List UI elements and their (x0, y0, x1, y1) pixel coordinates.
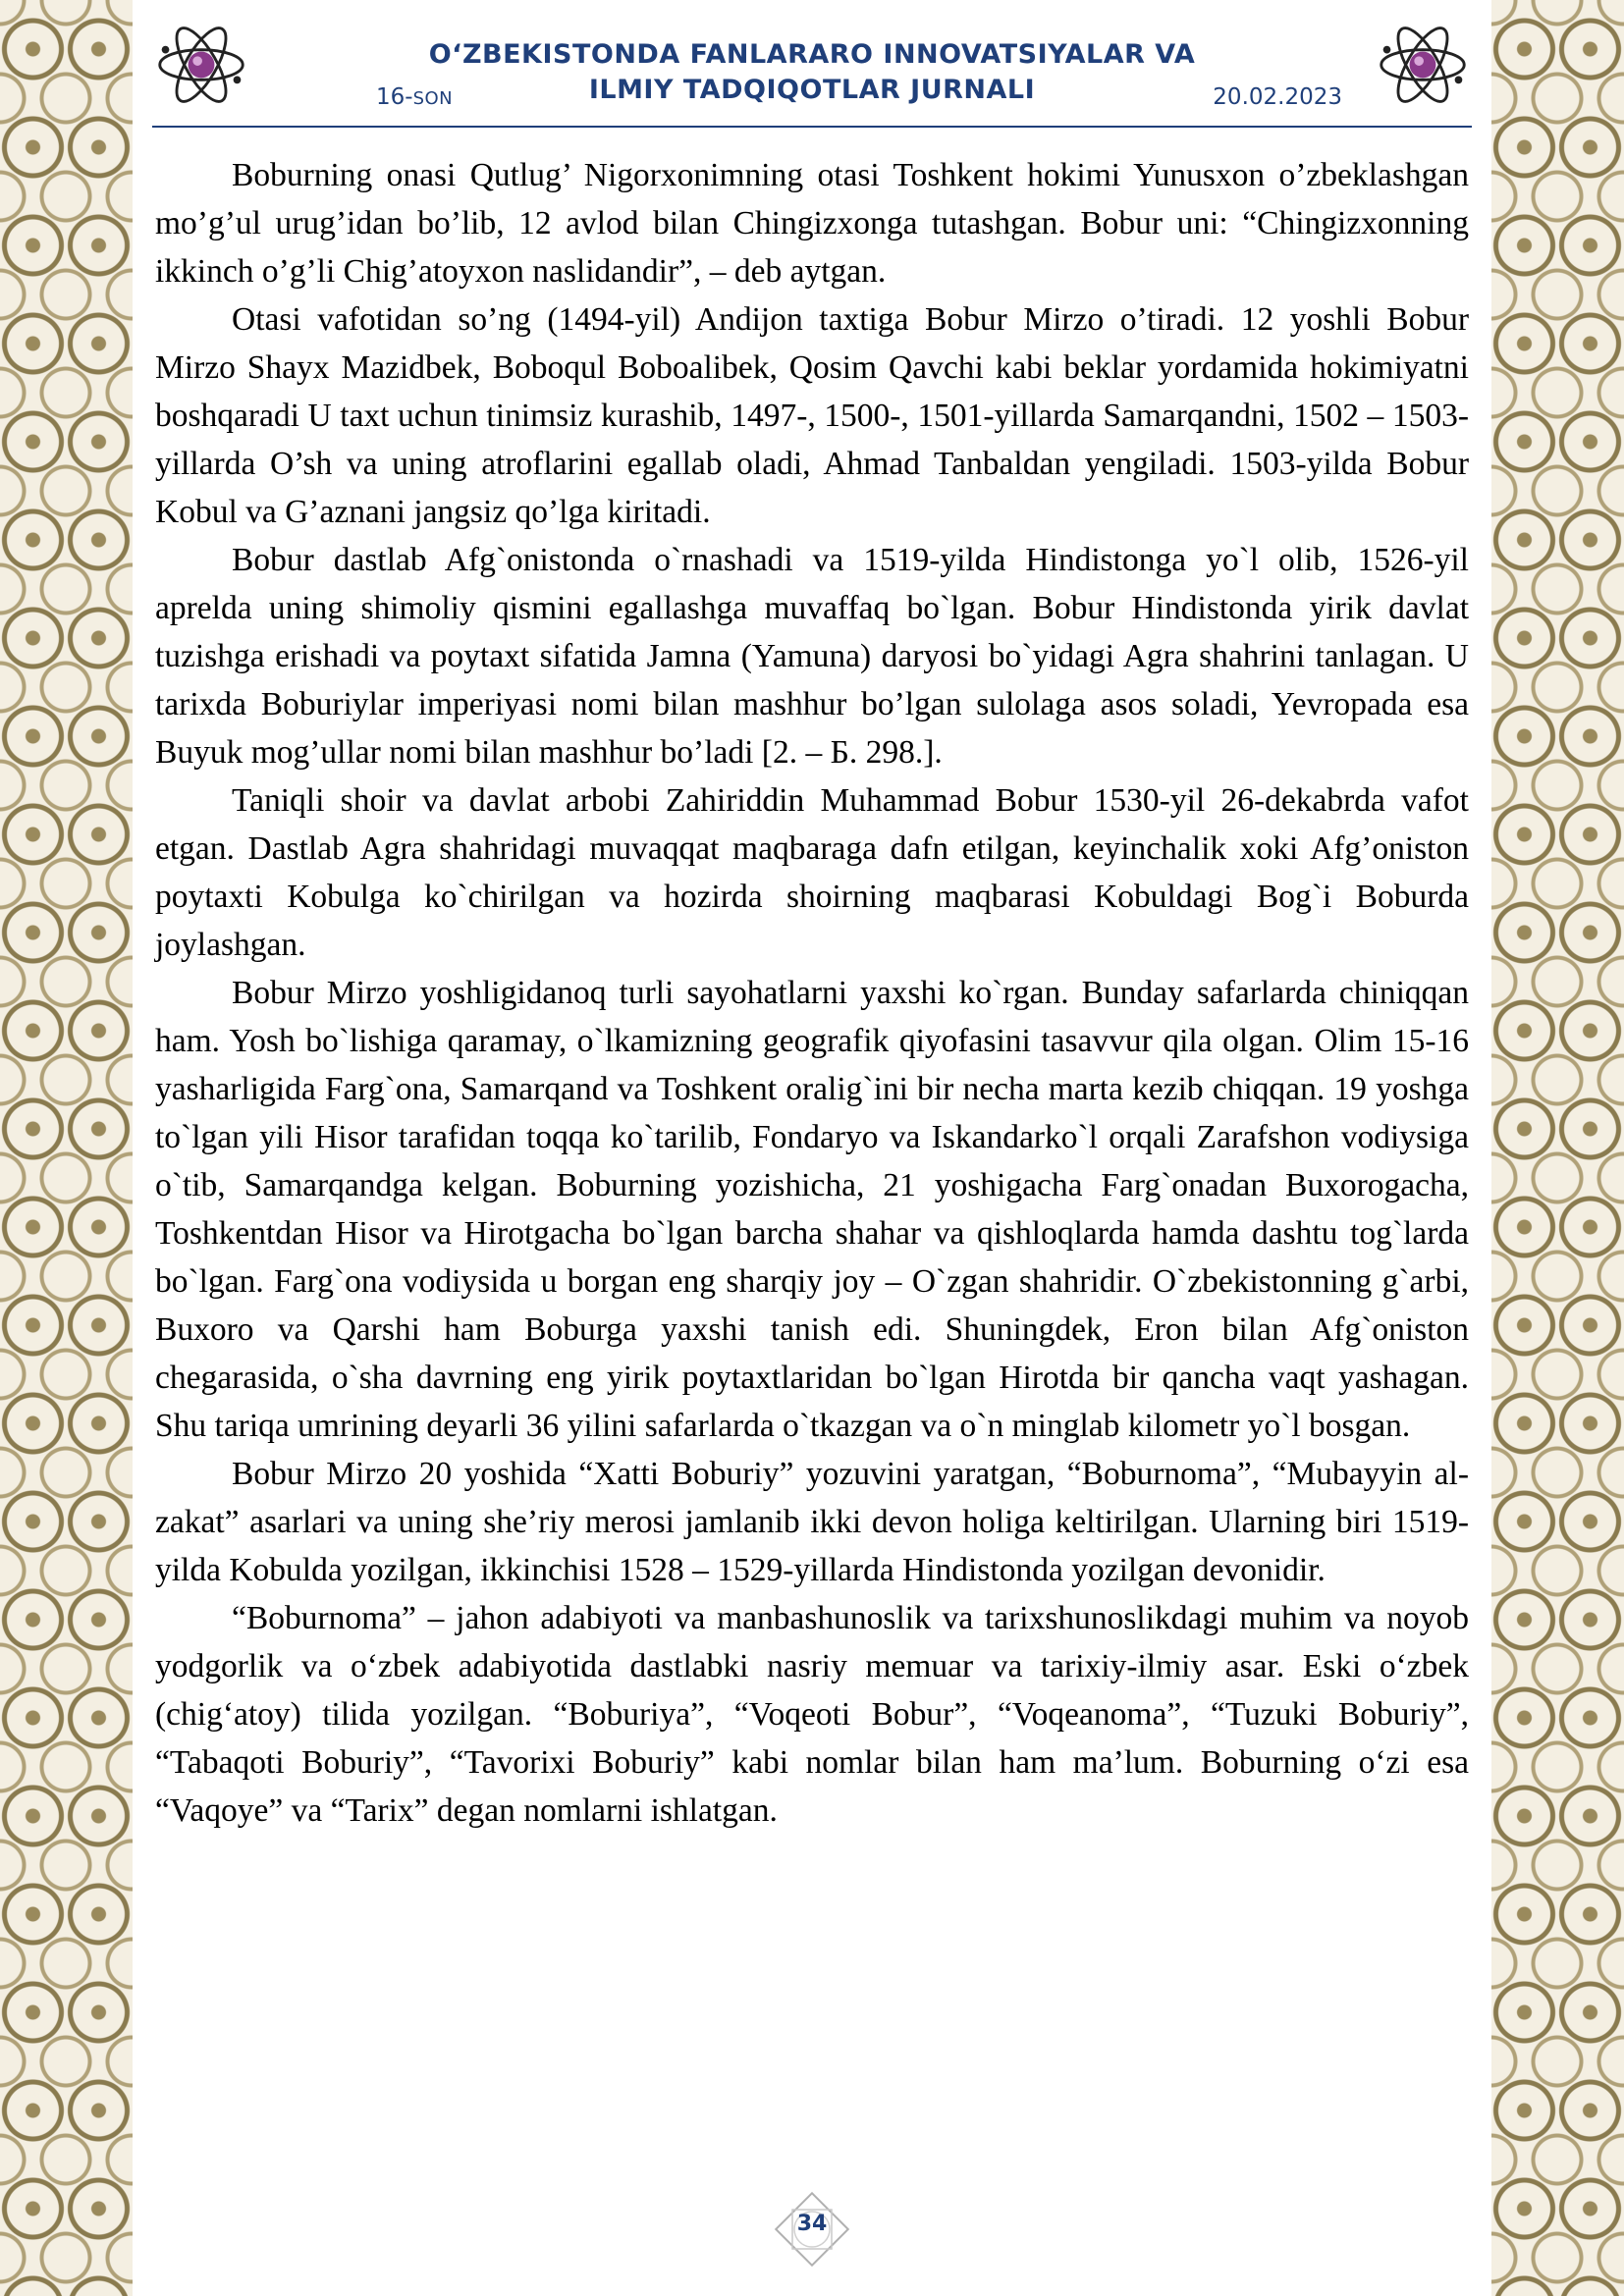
issue-date: 20.02.2023 (1213, 84, 1342, 110)
paragraph: “Boburnoma” – jahon adabiyoti va manbashunoslik va tarixshunoslikdagi muhim va noyob yodgorlik va o‘zbek adabiyotida dastlabki nasriy memuar va tarixiy-ilmiy asar. Eski o‘zbek (chig‘atoy) tilida yozilgan. “Boburiya”, “Voqeoti Bobur”, “Voqeanoma”, “Tuzuki Boburiy”, “Tabaqoti Boburiy”, “Tavorixi Boburiy” kabi nomlar bilan ham ma’lum. Boburning o‘zi esa “Vaqoye” va “Tarix” degan nomlarni ishlatgan. (155, 1600, 1469, 1829)
ornamental-border-right (1491, 0, 1624, 2296)
journal-header (133, 0, 1491, 130)
paragraph: Bobur dastlab Afg`onistonda o`rnashadi va 1519-yilda Hindistonga yo`l olib, 1526-yil aprelda uning shimoliy qismini egallashga muvaffaq bo`lgan. Bobur Hindistonda yirik davlat tuzishga erishadi va poytaxt sifatida Jamna (Yamuna) daryosi bo`yidagi Agra shahrini tanlagan. U tarixda Boburiylar imperiyasi nomi bilan mashhur bo’lgan sulolaga asos soladi, Yevropada esa Buyuk mog’ullar nomi bilan mashhur bo’ladi [2. – Б. 298.]. (155, 542, 1469, 771)
issue-number (376, 84, 453, 110)
paragraph: Boburning onasi Qutlug’ Nigorxonimning otasi Toshkent hokimi Yunusxon o’zbeklashgan mo’g’ul urug’idan bo’lib, 12 avlod bilan Chingizxonga tutashgan. Bobur uni: “Chingizxonning ikkinch o’g’li Chig’atoyxon naslidandir”, – deb aytgan. (155, 157, 1469, 290)
header-divider (152, 126, 1472, 128)
paragraph: Otasi vafotidan so’ng (1494-yil) Andijon taxtiga Bobur Mirzo o’tiradi. 12 yoshli Bobur Mirzo Shayx Mazidbek, Boboqul Boboalibek, Qosim Qavchi kabi beklar yordamida hokimiyatni boshqaradi U taxt uchun tinimsiz kurashib, 1497-, 1500-, 1501-yillarda Samarqandni, 1502 – 1503-yillarda O’sh va uning atroflarini egallab oladi, Ahmad Tanbaldan yengiladi. 1503-yilda Bobur Kobul va G’aznani jangsiz qo’lga kiritadi. (155, 301, 1469, 530)
issue-label: SON (412, 88, 454, 109)
paragraph: Bobur Mirzo 20 yoshida “Xatti Boburiy” yozuvini yaratgan, “Boburnoma”, “Mubayyin al-zakat” asarlari va uning she’riy merosi jamlanib ikki devon holiga keltirilgan. Ularning biri 1519-yilda Kobulda yozilgan, ikkinchisi 1528 – 1529-yillarda Hindistonda yozilgan devonidir. (155, 1456, 1469, 1588)
issue-number-value: 16- (376, 84, 413, 110)
paragraph: Bobur Mirzo yoshligidanoq turli sayohatlarni yaxshi ko`rgan. Bunday safarlarda chiniqqan ham. Yosh bo`lishiga qaramay, o`lkamizning geografik qiyofasini tasavvur qila olgan. Olim 15-16 yasharligida Farg`ona, Samarqand va Toshkent oralig`ini bir necha marta kezib chiqqan. 19 yoshga to`lgan yili Hisor tarafidan toqqa ko`tarilib, Fondaryo va Iskandarko`l orqali Zarafshon vodiysiga o`tib, Samarqandga kelgan. Boburning yozishicha, 21 yoshigacha Farg`onadan Buxorogacha, Toshkentdan Hisor va Hirotgacha bo`lgan barcha shahar va qishloqlarda hamda dashtu tog`larda bo`lgan. Farg`ona vodiysida u borgan eng sharqiy joy – O`zgan shahridir. O`zbekistonning g`arbi, Buxoro va Qarshi ham Boburga yaxshi tanish edi. Shuningdek, Eron bilan Afg`oniston chegarasida, o`sha davrning eng yirik poytaxtlaridan bo`lgan Hirotda bir qancha vaqt yashagan. Shu tariqa umrining deyarli 36 yilini safarlarda o`tkazgan va o`n minglab kilometr yo`l bosgan. (155, 975, 1469, 1444)
paragraph: Taniqli shoir va davlat arbobi Zahiriddin Muhammad Bobur 1530-yil 26-dekabrda vafot etgan. Dastlab Agra shahridagi muvaqqat maqbaraga dafn etilgan, keyinchalik xoki Afg’oniston poytaxti Kobulga ko`chirilgan va hozirda shoirning maqbarasi Kobuldagi Bog`i Boburda joylashgan. (155, 782, 1469, 963)
page-number: 34 (796, 2212, 828, 2236)
ornamental-border-left (0, 0, 133, 2296)
journal-title-line2: ILMIY TADQIQOTLAR JURNALI (588, 75, 1036, 105)
page-number-badge (773, 2190, 851, 2269)
atom-icon (1376, 18, 1470, 112)
journal-title-line1: O‘ZBEKISTONDA FANLARARO INNOVATSIYALAR VA (428, 39, 1196, 70)
article-body (155, 151, 1469, 1835)
